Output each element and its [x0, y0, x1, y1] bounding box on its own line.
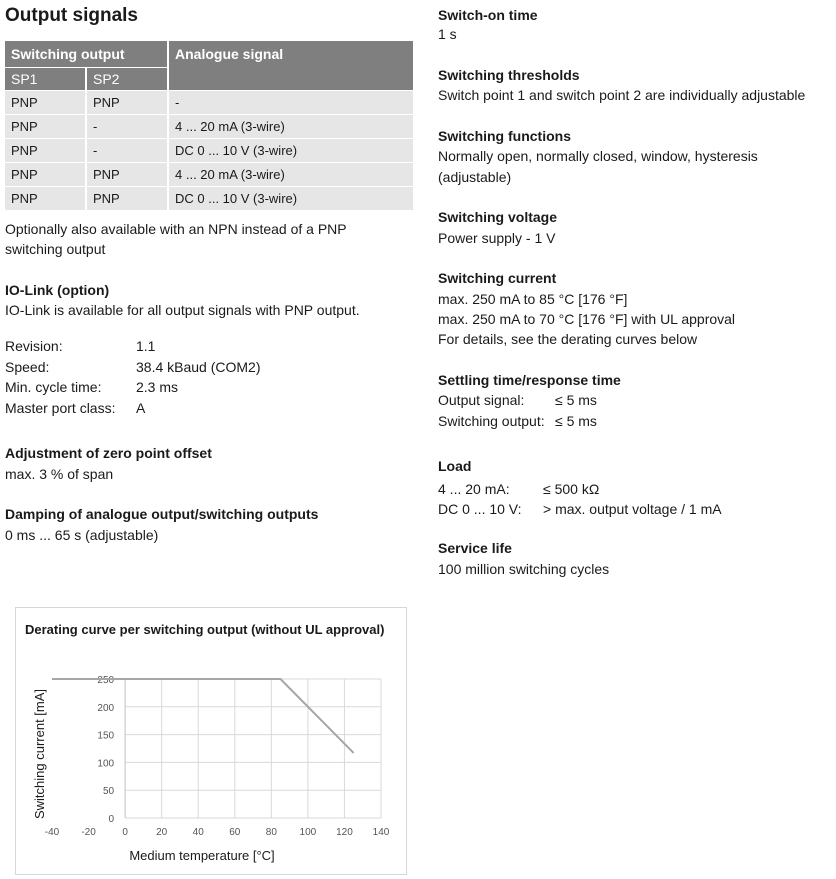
header-analogue-signal: Analogue signal [169, 41, 413, 90]
header-sp1: SP1 [5, 67, 87, 90]
optional-note-line-2: switching output [5, 241, 106, 257]
functions-line-1: Normally open, normally closed, window, hysteresis [438, 148, 758, 164]
zero-point-heading: Adjustment of zero point offset [5, 445, 212, 461]
load-spec-current [438, 479, 599, 500]
chart-x-tick-label: -20 [81, 827, 96, 838]
current-line-3: For details, see the derating curves below [438, 331, 698, 347]
cell-sp1: PNP [5, 138, 87, 162]
cell-analogue: 4 ... 20 mA (3-wire) [169, 162, 413, 186]
page-title: Output signals [5, 5, 138, 26]
switch-on-text: 1 s [438, 26, 457, 42]
spec-label: DC 0 ... 10 V: [438, 501, 522, 517]
spec-value: ≤ 5 ms [555, 392, 597, 408]
header-sp2: SP2 [87, 67, 169, 90]
spec-label: Min. cycle time: [5, 379, 102, 395]
cell-sp2: - [87, 114, 169, 138]
spec-label: Master port class: [5, 399, 116, 416]
chart-x-tick-label: 80 [265, 827, 277, 838]
cell-sp1: PNP [5, 114, 87, 138]
chart-x-tick-label: 40 [192, 827, 204, 838]
iolink-spec-cycle-time [5, 377, 178, 397]
damping-text: 0 ms ... 65 s (adjustable) [5, 527, 159, 543]
table-row [5, 90, 413, 114]
output-signals-table [5, 41, 413, 210]
zero-point-text: max. 3 % of span [5, 466, 114, 482]
chart-y-tick-label: 250 [97, 675, 115, 686]
settling-spec-switching-output [438, 411, 597, 432]
header-switching-output: Switching output [5, 41, 169, 67]
settling-spec-output-signal [438, 390, 597, 411]
chart-y-tick-label: 50 [102, 786, 115, 798]
cell-analogue: - [169, 90, 413, 114]
cell-sp1: PNP [5, 186, 87, 210]
chart-x-tick-label: 120 [336, 827, 353, 838]
spec-value: ≤ 5 ms [555, 413, 597, 429]
chart-y-tick-label: 200 [97, 702, 115, 714]
spec-value: > max. output voltage / 1 mA [543, 501, 722, 517]
spec-value: 2.3 ms [136, 379, 179, 395]
spec-label: Switching output: [438, 413, 545, 429]
iolink-spec-speed [5, 357, 261, 377]
table-row [5, 186, 413, 210]
iolink-heading: IO-Link (option) [5, 282, 110, 298]
damping-heading: Damping of analogue output/switching outputs [5, 506, 319, 522]
table-row [5, 138, 413, 162]
settling-heading: Settling time/response time [438, 372, 621, 388]
spec-value: 38.4 kBaud (COM2) [136, 358, 261, 375]
chart-x-tick-label: 60 [229, 827, 241, 838]
chart-x-tick-label: -40 [44, 827, 60, 838]
chart-y-tick-label: 100 [97, 758, 115, 770]
current-heading: Switching current [438, 270, 557, 286]
cell-analogue: 4 ... 20 mA (3-wire) [169, 114, 413, 138]
derating-chart-plot [16, 608, 406, 874]
iolink-spec-revision [5, 336, 155, 356]
chart-x-tick-label: 20 [156, 827, 168, 838]
spec-label: Speed: [5, 358, 50, 375]
table-row [5, 114, 413, 138]
functions-heading: Switching functions [438, 128, 571, 144]
chart-y-tick-label: 150 [97, 730, 115, 742]
service-life-heading: Service life [438, 540, 512, 556]
thresholds-heading: Switching thresholds [438, 67, 580, 83]
spec-label: 4 ... 20 mA: [438, 481, 510, 497]
functions-line-2: (adjustable) [438, 169, 512, 185]
chart-x-tick-label: 140 [372, 827, 390, 838]
cell-sp1: PNP [5, 162, 87, 186]
cell-sp1: PNP [5, 90, 87, 114]
cell-analogue: DC 0 ... 10 V (3-wire) [169, 186, 413, 210]
spec-value: 1.1 [136, 338, 156, 354]
spec-label: Output signal: [438, 392, 525, 408]
optional-note-line-1: Optionally also available with an NPN instead of a PNP [5, 221, 347, 237]
derating-chart [15, 607, 407, 875]
cell-sp2: PNP [87, 90, 169, 114]
chart-y-tick-label: 0 [108, 814, 115, 825]
iolink-spec-master-port [5, 398, 145, 418]
table-row [5, 162, 413, 186]
chart-y-axis-label: Switching current [mA] [32, 688, 47, 820]
load-spec-voltage [438, 499, 722, 520]
chart-x-axis-label: Medium temperature [°C] [129, 848, 275, 863]
chart-x-tick-label: 0 [122, 827, 128, 838]
chart-title: Derating curve per switching output (without UL approval) [25, 622, 385, 637]
current-line-1: max. 250 mA to 85 °C [176 °F] [438, 291, 628, 307]
service-life-text: 100 million switching cycles [438, 561, 610, 577]
thresholds-text: Switch point 1 and switch point 2 are individually adjustable [438, 87, 806, 103]
spec-value: A [136, 399, 146, 416]
voltage-text: Power supply - 1 V [438, 230, 556, 246]
spec-label: Revision: [5, 338, 63, 354]
cell-analogue: DC 0 ... 10 V (3-wire) [169, 138, 413, 162]
cell-sp2: PNP [87, 162, 169, 186]
switch-on-heading: Switch-on time [438, 7, 538, 23]
spec-value: ≤ 500 kΩ [543, 481, 600, 497]
iolink-text: IO-Link is available for all output signals with PNP output. [5, 302, 360, 318]
current-line-2: max. 250 mA to 70 °C [176 °F] with UL approval [438, 311, 736, 327]
cell-sp2: PNP [87, 186, 169, 210]
chart-x-tick-label: 100 [299, 827, 317, 838]
load-heading: Load [438, 458, 472, 474]
voltage-heading: Switching voltage [438, 209, 558, 225]
cell-sp2: - [87, 138, 169, 162]
